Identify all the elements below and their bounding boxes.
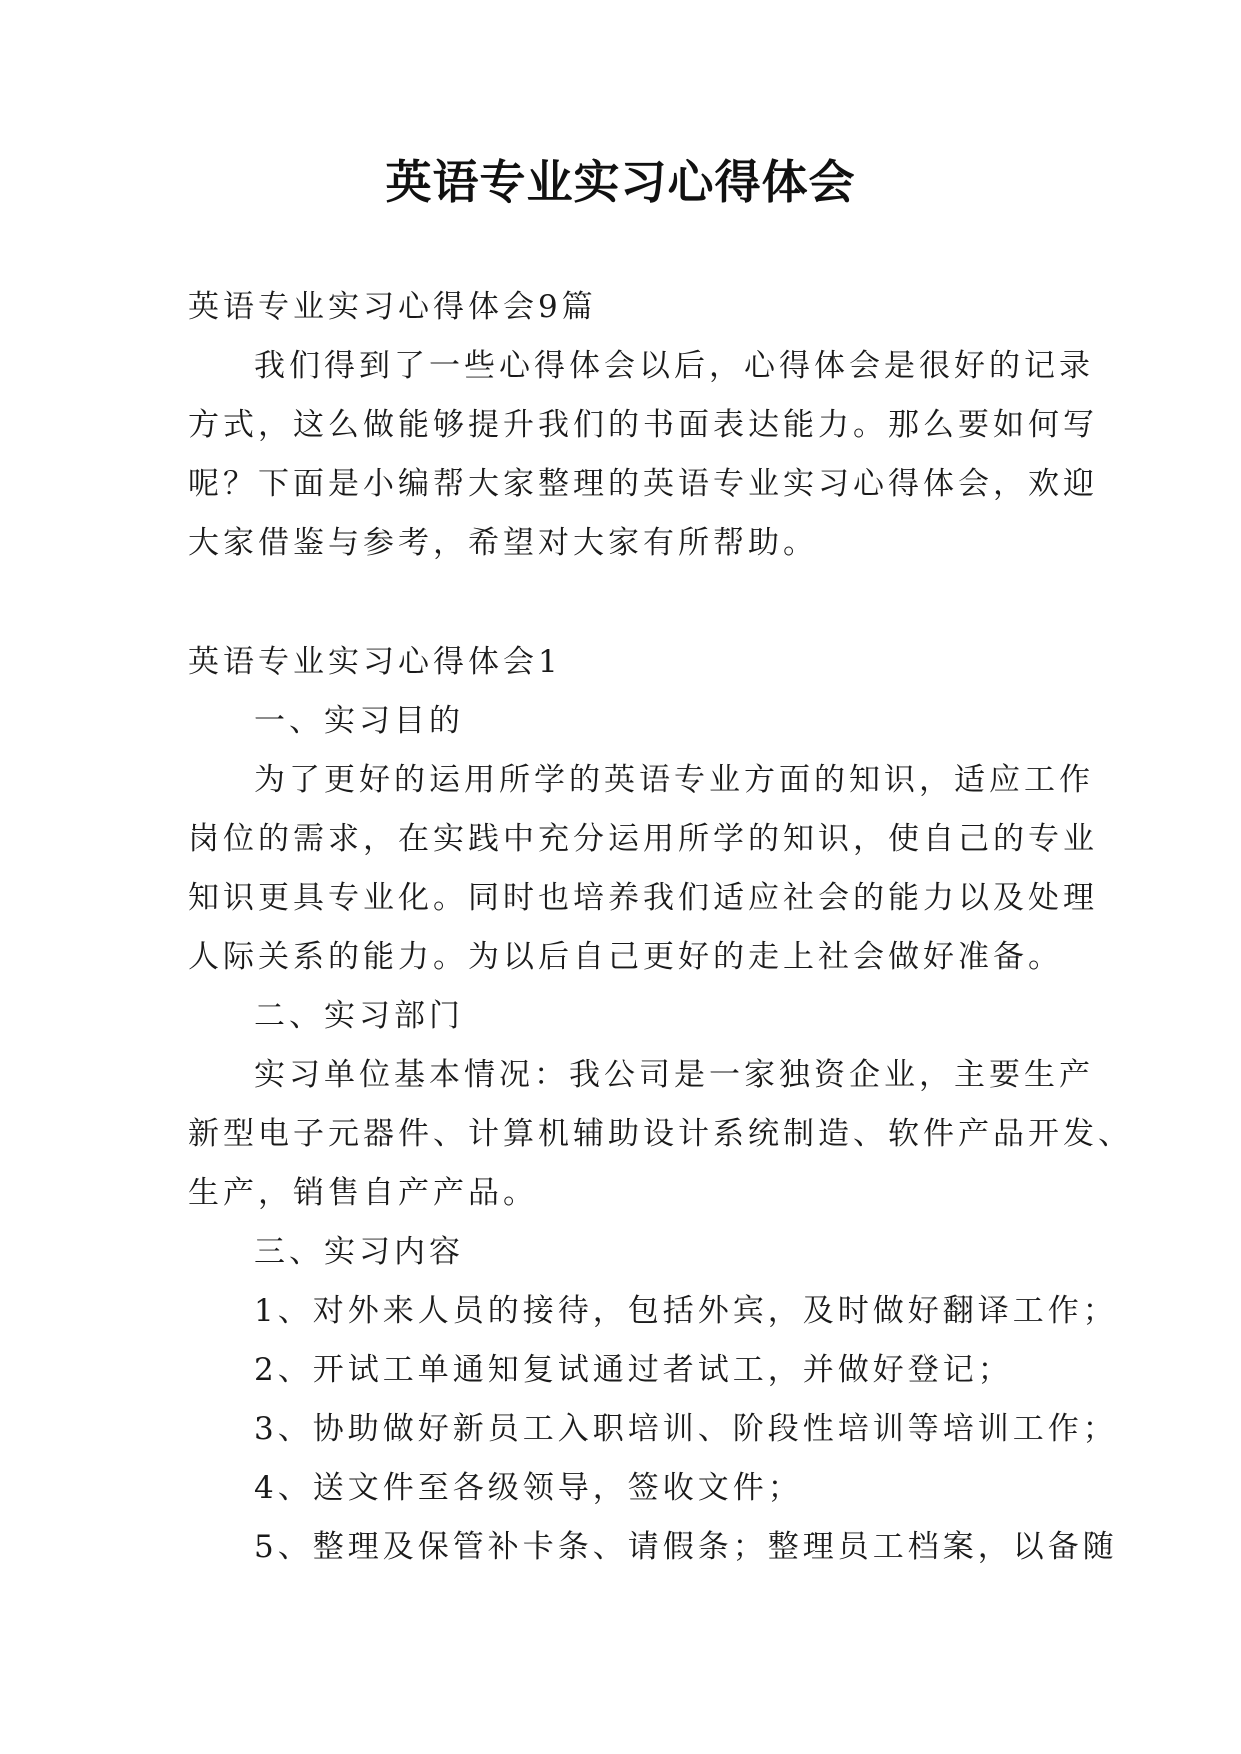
paragraph-line: 实习单位基本情况：我公司是一家独资企业，主要生产 [254,1057,1094,1093]
list-item-line: 1、对外来人员的接待，包括外宾，及时做好翻译工作； [254,1293,1118,1329]
list-item-line: 3、协助做好新员工入职培训、阶段性培训等培训工作； [254,1411,1118,1447]
paragraph-line: 知识更具专业化。同时也培养我们适应社会的能力以及处理 [188,880,1098,916]
list-item-line: 2、开试工单通知复试通过者试工，并做好登记； [254,1352,1013,1388]
paragraph-line: 大家借鉴与参考，希望对大家有所帮助。 [188,525,818,561]
paragraph-line: 方式，这么做能够提升我们的书面表达能力。那么要如何写 [188,407,1098,443]
heading-line: 一、实习目的 [254,703,464,739]
paragraph-line: 岗位的需求，在实践中充分运用所学的知识，使自己的专业 [188,821,1098,857]
paragraph-line: 呢？下面是小编帮大家整理的英语专业实习心得体会，欢迎 [188,466,1098,502]
subtitle-line: 英语专业实习心得体会9篇 [188,289,597,325]
section-title-line: 英语专业实习心得体会1 [188,644,562,680]
paragraph-line: 为了更好的运用所学的英语专业方面的知识，适应工作 [254,762,1094,798]
list-item-line: 5、整理及保管补卡条、请假条；整理员工档案，以备随 [254,1529,1118,1565]
document-body [188,287,1133,1586]
paragraph-line: 生产，销售自产产品。 [188,1175,538,1211]
paragraph-line: 我们得到了一些心得体会以后，心得体会是很好的记录 [254,348,1094,384]
heading-line: 二、实习部门 [254,998,464,1034]
document-title: 英语专业实习心得体会 [385,155,856,209]
heading-line: 三、实习内容 [254,1234,464,1270]
list-item-line: 4、送文件至各级领导，签收文件； [254,1470,803,1506]
paragraph-line: 新型电子元器件、计算机辅助设计系统制造、软件产品开发、 [188,1116,1133,1152]
paragraph-line: 人际关系的能力。为以后自己更好的走上社会做好准备。 [188,939,1063,975]
